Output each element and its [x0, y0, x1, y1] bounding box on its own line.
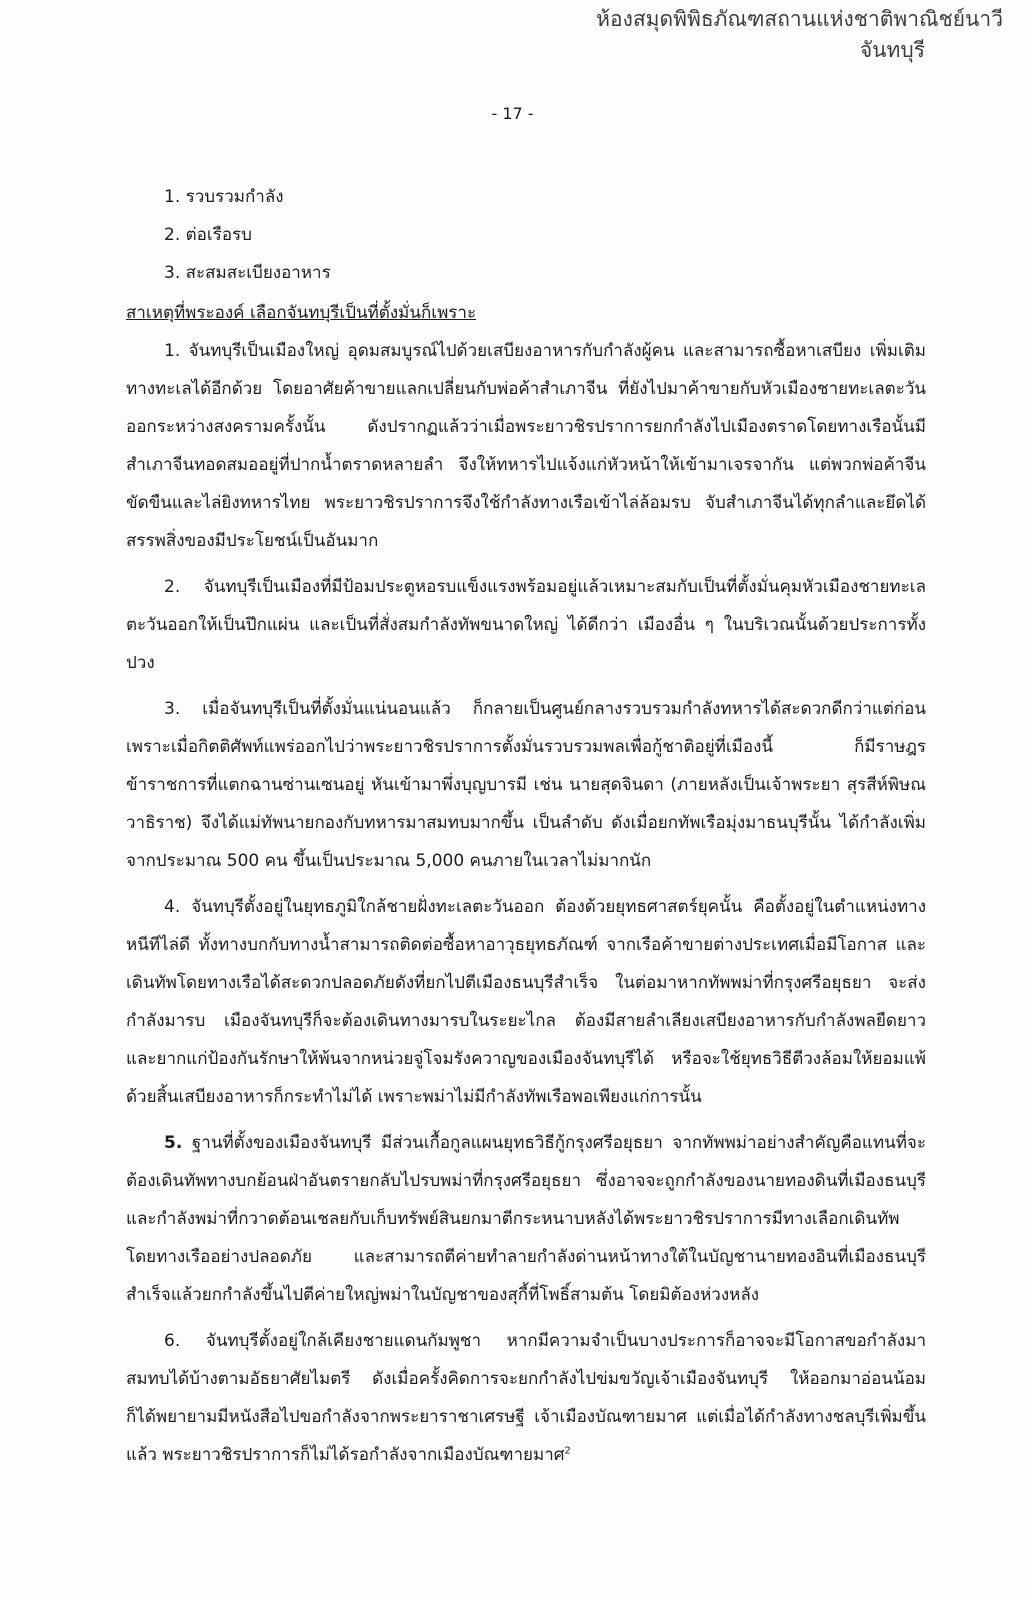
reason-text: จันทบุรีเป็นเมืองใหญ่ อุดมสมบูรณ์ไปด้วยเสบียงอาหารกับกำลังผู้คน และสามารถซื้อหาเสบียง เพิ่มเติมทางทะเลได้อีกด้วย โดยอาศัยค้าขายแลกเปลี่ยนกับพ่อค้าสำเภาจีน ที่ยังไปมาค้าขายกับหัวเมืองชายทะเลตะวันออกระหว่างสงครามครั้งนั้น ดังปรากฏแล้วว่าเมื่อพระยาวชิรปราการยกกำลังไปเมืองตราดโดยทางเรือนั้นมีสำเภาจีนทอดสมออยู่ที่ปากน้ำตราดหลายลำ จึงให้ทหารไปแจ้งแก่หัวหน้าให้เข้ามาเจรจากัน แต่พวกพ่อค้าจีนขัดขืนและไล่ยิงทหารไทย พระยาวชิรปราการจึงใช้กำลังทางเรือเข้าไล่ล้อมรบ จับสำเภาจีนได้ทุกลำและยึดได้สรรพสิ่งของมีประโยชน์เป็นอันมาก: [126, 341, 926, 551]
reason-paragraph: [126, 1322, 926, 1474]
reason-text: จันทบุรีเป็นเมืองที่มีป้อมประตูหอรบแข็งแรงพร้อมอยู่แล้วเหมาะสมกับเป็นที่ตั้งมั่นคุมหัวเมืองชายทะเลตะวันออกให้เป็นปึกแผ่น และเป็นที่สั่งสมกำลังทัพขนาดใหญ่ ได้ดีกว่า เมืองอื่น ๆ ในบริเวณนั้นด้วยประการทั้งปวง: [126, 577, 926, 673]
reason-number: 1.: [164, 341, 181, 361]
reason-paragraph: [126, 332, 926, 560]
page-number: - 17 -: [491, 104, 534, 123]
reason-number: 6.: [164, 1331, 181, 1351]
library-stamp: [583, 4, 1003, 66]
reasons-list: [126, 332, 926, 1476]
reason-text: จันทบุรีตั้งอยู่ใกล้เคียงชายแดนกัมพูชา หากมีความจำเป็นบางประการก็อาจจะมีโอกาสขอกำลังมาสมทบได้บ้างตามอัธยาศัยไมตรี ดังเมื่อครั้งคิดการจะยกกำลังไปข่มขวัญเจ้าเมืองจันทบุรี ให้ออกมาอ่อนน้อม ก็ได้พยายามมีหนังสือไปขอกำลังจากพระยาราชาเศรษฐี เจ้าเมืองบัณฑายมาศ แต่เมื่อได้กำลังทางชลบุรีเพิ่มขึ้นแล้ว พระยาวชิรปราการก็ไม่ได้รอกำลังจากเมืองบัณฑายมาศ: [126, 1331, 926, 1465]
reason-paragraph: [126, 888, 926, 1116]
list-item: 1. รวบรวมกำลัง: [164, 187, 284, 207]
reason-number: 5.: [164, 1133, 183, 1153]
stamp-line-library: ห้องสมุดพิพิธภัณฑสถานแห่งชาติพาณิชย์นาวี: [596, 7, 1003, 31]
reason-paragraph: [126, 1124, 926, 1314]
reason-paragraph: [126, 690, 926, 880]
stamp-line-province: จันทบุรี: [859, 38, 925, 62]
list-item: 3. สะสมสะเบียงอาหาร: [164, 263, 331, 283]
reason-text: เมื่อจันทบุรีเป็นที่ตั้งมั่นแน่นอนแล้ว ก็กลายเป็นศูนย์กลางรวบรวมกำลังทหารได้สะดวกดีกว่าแต่ก่อน เพราะเมื่อกิตติศัพท์แพร่ออกไปว่าพระยาวชิรปราการตั้งมั่นรวบรวมพลเพื่อกู้ชาติอยู่ที่เมืองนี้ ก็มีราษฎรข้าราชการที่แตกฉานซ่านเซนอยู่ หันเข้ามาพึ่งบุญบารมี เช่น นายสุดจินดา (ภายหลังเป็นเจ้าพระยา สุรสีห์พิษณวาธิราช) จึงได้แม่ทัพนายกองกับทหารมาสมทบมากขึ้น เป็นลำดับ ดังเมื่อยกทัพเรือมุ่งมาธนบุรีนั้น ได้กำลังเพิ่มจากประมาณ 500 คน ขึ้นเป็นประมาณ 5,000 คนภายในเวลาไม่มากนัก: [126, 699, 926, 871]
section-heading: สาเหตุที่พระองค์ เลือกจันทบุรีเป็นที่ตั้งมั่นก็เพราะ: [126, 303, 477, 323]
numbered-list: [126, 178, 926, 292]
reason-text: จันทบุรีตั้งอยู่ในยุทธภูมิใกล้ชายฝั่งทะเลตะวันออก ต้องด้วยยุทธศาสตร์ยุคนั้น คือตั้งอยู่ในตำแหน่งทางหนีทีไล่ดี ทั้งทางบกกับทางน้ำสามารถติดต่อซื้อหาอาวุธยุทธภัณฑ์ จากเรือค้าขายต่างประเทศเมื่อมีโอกาส และเดินทัพโดยทางเรือได้สะดวกปลอดภัยดังที่ยกไปตีเมืองธนบุรีสำเร็จ ในต่อมาหากทัพพม่าที่กรุงศรีอยุธยา จะส่งกำลังมารบ เมืองจันทบุรีก็จะต้องเดินทางมารบในระยะไกล ต้องมีสายลำเลียงเสบียงอาหารกับกำลังพลยืดยาว และยากแก่ป้องกันรักษาให้พ้นจากหน่วยจู่โจมรังควาญของเมืองจันทบุรีได้ หรือจะใช้ยุทธวิธีตีวงล้อมให้ยอมแพ้ด้วยสิ้นเสบียงอาหารก็กระทำไม่ได้ เพราะพม่าไม่มีกำลังทัพเรือพอเพียงแก่การนั้น: [126, 897, 926, 1107]
footnote-marker: 2: [564, 1445, 571, 1457]
reason-number: 2.: [164, 577, 181, 597]
list-item: 2. ต่อเรือรบ: [164, 225, 252, 245]
reason-title: ฐานที่ตั้งของเมืองจันทบุรี: [191, 1133, 372, 1153]
reason-text: มีส่วนเกื้อกูลแผนยุทธวิธีกู้กรุงศรีอยุธยา จากทัพพม่าอย่างสำคัญคือแทนที่จะต้องเดินทัพทางบกย้อนฝ่าอันตรายกลับไปรบพม่าที่กรุงศรีอยุธยา ซึ่งอาจจะถูกกำลังของนายทองดินที่เมืองธนบุรีและกำลังพม่าที่กวาดต้อนเชลยกับเก็บทรัพย์สินยกมาตีกระหนาบหลังได้พระยาวชิรปราการมีทางเลือกเดินทัพโดยทางเรืออย่างปลอดภัย และสามารถตีค่ายทำลายกำลังด่านหน้าทางใต้ในบัญชานายทองอินที่เมืองธนบุรีสำเร็จแล้วยกกำลังขึ้นไปตีค่ายใหญ่พม่าในบัญชาของสุกี้ที่โพธิ์สามต้น โดยมิต้องห่วงหลัง: [126, 1133, 926, 1305]
reason-paragraph: [126, 568, 926, 682]
reason-number: 3.: [164, 699, 181, 719]
reason-number: 4.: [164, 897, 181, 917]
